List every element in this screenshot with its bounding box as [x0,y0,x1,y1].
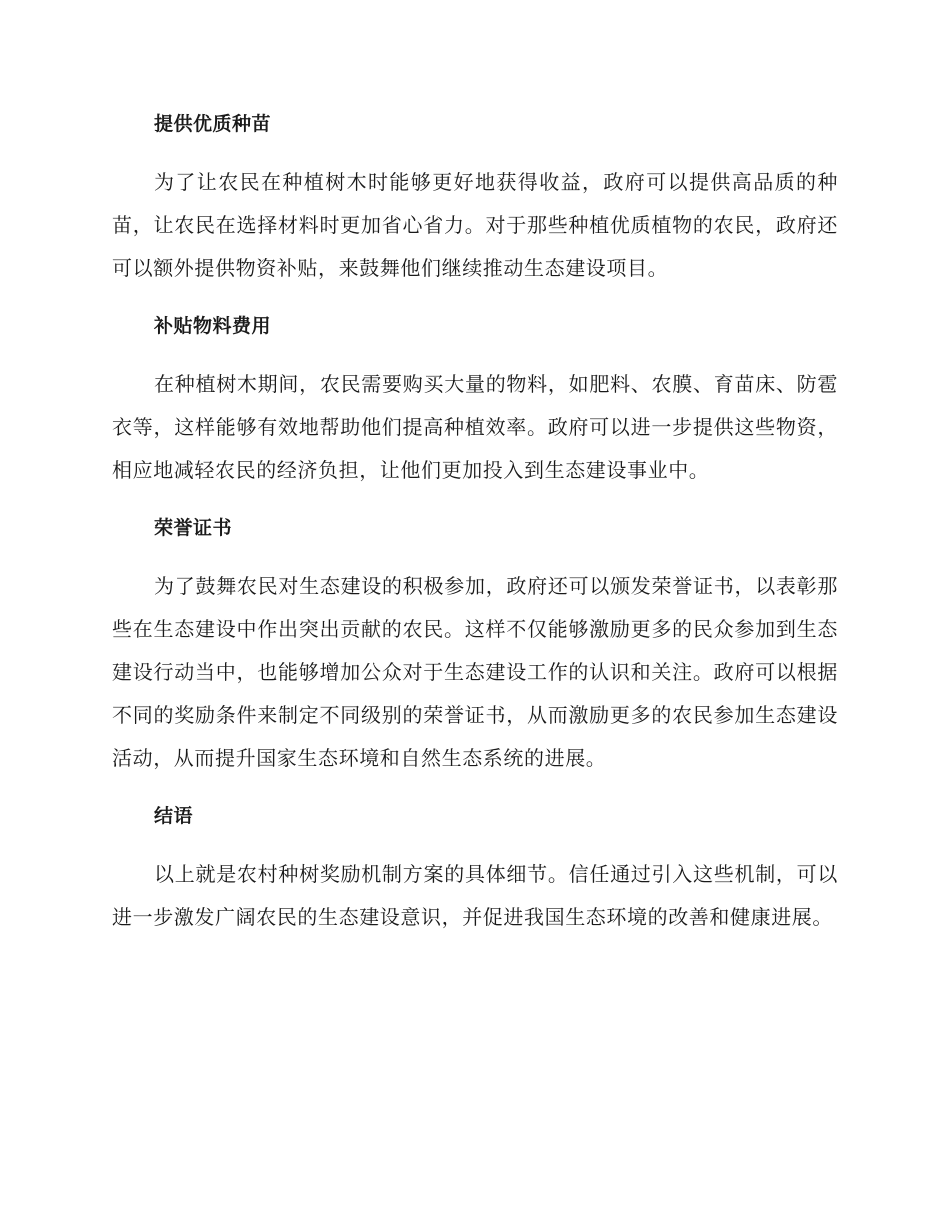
section-paragraph-quality-seedlings: 为了让农民在种植树木时能够更好地获得收益，政府可以提供高品质的种苗，让农民在选择材料时更加省心省力。对于那些种植优质植物的农民，政府还可以额外提供物资补贴，来鼓舞他们继续推动生态建设项目。 [112,170,838,280]
section-heading-quality-seedlings: 提供优质种苗 [154,113,272,135]
section-paragraph-conclusion: 以上就是农村种树奖励机制方案的具体细节。信任通过引入这些机制，可以进一步激发广阔农民的生态建设意识，并促进我国生态环境的改善和健康进展。 [112,862,838,929]
section-paragraph-material-subsidy: 在种植树木期间，农民需要购买大量的物料，如肥料、农膜、育苗床、防雹衣等，这样能够有效地帮助他们提高种植效率。政府可以进一步提供这些物资，相应地减轻农民的经济负担，让他们更加投入到生态建设事业中。 [112,372,838,482]
section-heading-material-subsidy: 补贴物料费用 [154,315,272,337]
section-heading-conclusion: 结语 [154,805,194,827]
section-paragraph-honor-certificate: 为了鼓舞农民对生态建设的积极参加，政府还可以颁发荣誉证书，以表彰那些在生态建设中作出突出贡献的农民。这样不仅能够激励更多的民众参加到生态建设行动当中，也能够增加公众对于生态建设工作的认识和关注。政府可以根据不同的奖励条件来制定不同级别的荣誉证书，从而激励更多的农民参加生态建设活动，从而提升国家生态环境和自然生态系统的进展。 [112,574,838,770]
document-page [112,104,838,939]
section-heading-honor-certificate: 荣誉证书 [154,517,233,539]
